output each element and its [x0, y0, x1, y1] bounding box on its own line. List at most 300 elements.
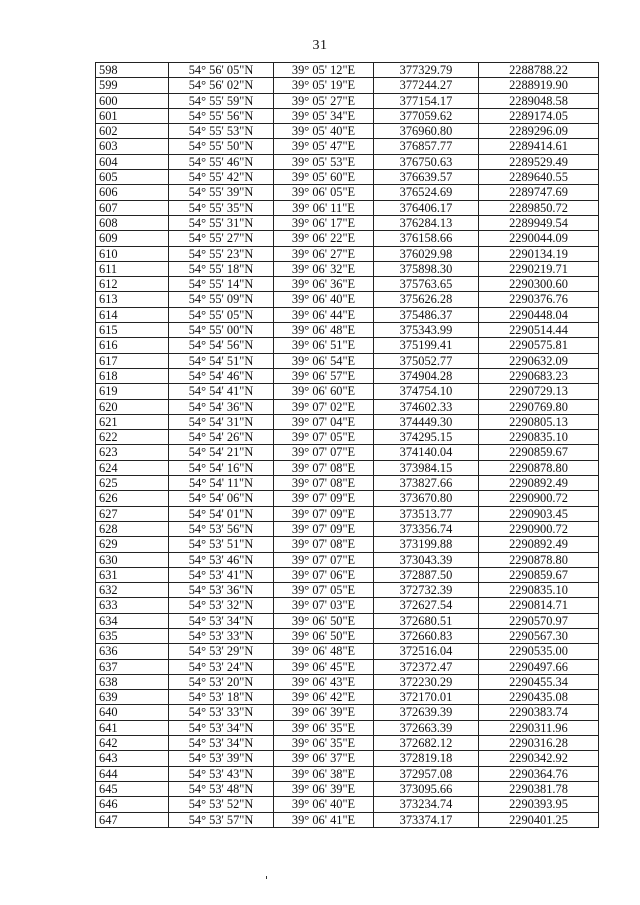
longitude-cell: 39° 06' 44"E	[274, 307, 374, 322]
point-number-cell: 615	[96, 323, 169, 338]
latitude-cell: 54° 53' 43"N	[169, 766, 274, 781]
point-number-cell: 629	[96, 537, 169, 552]
x-coordinate-cell: 375199.41	[374, 338, 479, 353]
latitude-cell: 54° 53' 52"N	[169, 797, 274, 812]
y-coordinate-cell: 2290835.10	[479, 430, 599, 445]
x-coordinate-cell: 375763.65	[374, 277, 479, 292]
latitude-cell: 54° 53' 51"N	[169, 537, 274, 552]
latitude-cell: 54° 55' 46"N	[169, 154, 274, 169]
table-row	[96, 552, 599, 567]
point-number-cell: 641	[96, 720, 169, 735]
table-row	[96, 674, 599, 689]
x-coordinate-cell: 372639.39	[374, 705, 479, 720]
y-coordinate-cell: 2290448.04	[479, 307, 599, 322]
table-row	[96, 690, 599, 705]
y-coordinate-cell: 2290892.49	[479, 537, 599, 552]
point-number-cell: 603	[96, 139, 169, 154]
longitude-cell: 39° 07' 06"E	[274, 567, 374, 582]
x-coordinate-cell: 372887.50	[374, 567, 479, 582]
table-row	[96, 368, 599, 383]
latitude-cell: 54° 55' 09"N	[169, 292, 274, 307]
longitude-cell: 39° 06' 40"E	[274, 797, 374, 812]
point-number-cell: 620	[96, 399, 169, 414]
y-coordinate-cell: 2290316.28	[479, 736, 599, 751]
latitude-cell: 54° 54' 26"N	[169, 430, 274, 445]
table-row	[96, 124, 599, 139]
longitude-cell: 39° 06' 22"E	[274, 231, 374, 246]
x-coordinate-cell: 375486.37	[374, 307, 479, 322]
longitude-cell: 39° 05' 40"E	[274, 124, 374, 139]
x-coordinate-cell: 372663.39	[374, 720, 479, 735]
table-row	[96, 644, 599, 659]
longitude-cell: 39° 07' 09"E	[274, 506, 374, 521]
longitude-cell: 39° 06' 41"E	[274, 812, 374, 827]
point-number-cell: 632	[96, 583, 169, 598]
point-number-cell: 637	[96, 659, 169, 674]
x-coordinate-cell: 373670.80	[374, 491, 479, 506]
longitude-cell: 39° 06' 11"E	[274, 200, 374, 215]
y-coordinate-cell: 2289949.54	[479, 215, 599, 230]
longitude-cell: 39° 06' 32"E	[274, 261, 374, 276]
x-coordinate-cell: 376284.13	[374, 215, 479, 230]
y-coordinate-cell: 2290814.71	[479, 598, 599, 613]
table-row	[96, 797, 599, 812]
latitude-cell: 54° 53' 48"N	[169, 781, 274, 796]
latitude-cell: 54° 54' 06"N	[169, 491, 274, 506]
x-coordinate-cell: 376406.17	[374, 200, 479, 215]
latitude-cell: 54° 55' 14"N	[169, 277, 274, 292]
table-row	[96, 445, 599, 460]
y-coordinate-cell: 2289296.09	[479, 124, 599, 139]
x-coordinate-cell: 376158.66	[374, 231, 479, 246]
x-coordinate-cell: 376639.57	[374, 170, 479, 185]
longitude-cell: 39° 05' 12"E	[274, 63, 374, 78]
point-number-cell: 610	[96, 246, 169, 261]
y-coordinate-cell: 2289529.49	[479, 154, 599, 169]
longitude-cell: 39° 07' 03"E	[274, 598, 374, 613]
latitude-cell: 54° 55' 56"N	[169, 108, 274, 123]
point-number-cell: 633	[96, 598, 169, 613]
table-row	[96, 781, 599, 796]
point-number-cell: 647	[96, 812, 169, 827]
x-coordinate-cell: 373513.77	[374, 506, 479, 521]
point-number-cell: 624	[96, 460, 169, 475]
point-number-cell: 599	[96, 78, 169, 93]
latitude-cell: 54° 53' 24"N	[169, 659, 274, 674]
x-coordinate-cell: 372732.39	[374, 583, 479, 598]
longitude-cell: 39° 06' 39"E	[274, 705, 374, 720]
longitude-cell: 39° 06' 17"E	[274, 215, 374, 230]
x-coordinate-cell: 376029.98	[374, 246, 479, 261]
point-number-cell: 643	[96, 751, 169, 766]
y-coordinate-cell: 2290683.23	[479, 368, 599, 383]
table-row	[96, 353, 599, 368]
point-number-cell: 626	[96, 491, 169, 506]
table-row	[96, 231, 599, 246]
table-row	[96, 108, 599, 123]
table-row	[96, 613, 599, 628]
point-number-cell: 602	[96, 124, 169, 139]
table-row	[96, 598, 599, 613]
y-coordinate-cell: 2290903.45	[479, 506, 599, 521]
table-row	[96, 261, 599, 276]
latitude-cell: 54° 54' 21"N	[169, 445, 274, 460]
latitude-cell: 54° 55' 39"N	[169, 185, 274, 200]
table-row	[96, 139, 599, 154]
latitude-cell: 54° 56' 02"N	[169, 78, 274, 93]
x-coordinate-cell: 372957.08	[374, 766, 479, 781]
latitude-cell: 54° 54' 36"N	[169, 399, 274, 414]
point-number-cell: 613	[96, 292, 169, 307]
longitude-cell: 39° 06' 42"E	[274, 690, 374, 705]
longitude-cell: 39° 06' 35"E	[274, 720, 374, 735]
latitude-cell: 54° 53' 36"N	[169, 583, 274, 598]
longitude-cell: 39° 06' 60"E	[274, 384, 374, 399]
scan-mark	[266, 876, 267, 879]
coordinates-table	[95, 62, 599, 828]
longitude-cell: 39° 07' 08"E	[274, 460, 374, 475]
point-number-cell: 606	[96, 185, 169, 200]
longitude-cell: 39° 07' 09"E	[274, 491, 374, 506]
latitude-cell: 54° 54' 51"N	[169, 353, 274, 368]
table-row	[96, 430, 599, 445]
point-number-cell: 598	[96, 63, 169, 78]
longitude-cell: 39° 06' 57"E	[274, 368, 374, 383]
y-coordinate-cell: 2289747.69	[479, 185, 599, 200]
longitude-cell: 39° 06' 48"E	[274, 323, 374, 338]
latitude-cell: 54° 53' 29"N	[169, 644, 274, 659]
latitude-cell: 54° 54' 41"N	[169, 384, 274, 399]
x-coordinate-cell: 373199.88	[374, 537, 479, 552]
latitude-cell: 54° 54' 46"N	[169, 368, 274, 383]
latitude-cell: 54° 53' 41"N	[169, 567, 274, 582]
y-coordinate-cell: 2290342.92	[479, 751, 599, 766]
longitude-cell: 39° 07' 08"E	[274, 476, 374, 491]
longitude-cell: 39° 05' 47"E	[274, 139, 374, 154]
y-coordinate-cell: 2289048.58	[479, 93, 599, 108]
x-coordinate-cell: 374602.33	[374, 399, 479, 414]
point-number-cell: 623	[96, 445, 169, 460]
x-coordinate-cell: 374754.10	[374, 384, 479, 399]
x-coordinate-cell: 372819.18	[374, 751, 479, 766]
y-coordinate-cell: 2290455.34	[479, 674, 599, 689]
longitude-cell: 39° 05' 60"E	[274, 170, 374, 185]
x-coordinate-cell: 376960.80	[374, 124, 479, 139]
y-coordinate-cell: 2290900.72	[479, 521, 599, 536]
x-coordinate-cell: 375898.30	[374, 261, 479, 276]
y-coordinate-cell: 2290859.67	[479, 567, 599, 582]
latitude-cell: 54° 53' 20"N	[169, 674, 274, 689]
table-row	[96, 93, 599, 108]
longitude-cell: 39° 06' 39"E	[274, 781, 374, 796]
x-coordinate-cell: 373374.17	[374, 812, 479, 827]
table-row	[96, 63, 599, 78]
table-row	[96, 567, 599, 582]
y-coordinate-cell: 2290134.19	[479, 246, 599, 261]
latitude-cell: 54° 53' 18"N	[169, 690, 274, 705]
latitude-cell: 54° 53' 39"N	[169, 751, 274, 766]
latitude-cell: 54° 53' 34"N	[169, 720, 274, 735]
latitude-cell: 54° 55' 18"N	[169, 261, 274, 276]
x-coordinate-cell: 377329.79	[374, 63, 479, 78]
table-row	[96, 506, 599, 521]
table-row	[96, 521, 599, 536]
x-coordinate-cell: 373827.66	[374, 476, 479, 491]
x-coordinate-cell: 372627.54	[374, 598, 479, 613]
table-row	[96, 628, 599, 643]
latitude-cell: 54° 55' 23"N	[169, 246, 274, 261]
longitude-cell: 39° 06' 50"E	[274, 613, 374, 628]
longitude-cell: 39° 06' 48"E	[274, 644, 374, 659]
x-coordinate-cell: 373043.39	[374, 552, 479, 567]
latitude-cell: 54° 55' 00"N	[169, 323, 274, 338]
x-coordinate-cell: 373984.15	[374, 460, 479, 475]
y-coordinate-cell: 2289414.61	[479, 139, 599, 154]
y-coordinate-cell: 2290311.96	[479, 720, 599, 735]
latitude-cell: 54° 56' 05"N	[169, 63, 274, 78]
point-number-cell: 608	[96, 215, 169, 230]
point-number-cell: 630	[96, 552, 169, 567]
latitude-cell: 54° 55' 35"N	[169, 200, 274, 215]
longitude-cell: 39° 06' 05"E	[274, 185, 374, 200]
longitude-cell: 39° 06' 51"E	[274, 338, 374, 353]
point-number-cell: 634	[96, 613, 169, 628]
point-number-cell: 607	[96, 200, 169, 215]
longitude-cell: 39° 05' 27"E	[274, 93, 374, 108]
point-number-cell: 640	[96, 705, 169, 720]
x-coordinate-cell: 372682.12	[374, 736, 479, 751]
point-number-cell: 622	[96, 430, 169, 445]
x-coordinate-cell: 373234.74	[374, 797, 479, 812]
table-row	[96, 705, 599, 720]
table-row	[96, 338, 599, 353]
latitude-cell: 54° 55' 27"N	[169, 231, 274, 246]
longitude-cell: 39° 06' 27"E	[274, 246, 374, 261]
y-coordinate-cell: 2290219.71	[479, 261, 599, 276]
point-number-cell: 638	[96, 674, 169, 689]
longitude-cell: 39° 07' 02"E	[274, 399, 374, 414]
point-number-cell: 611	[96, 261, 169, 276]
x-coordinate-cell: 374449.30	[374, 414, 479, 429]
latitude-cell: 54° 54' 16"N	[169, 460, 274, 475]
point-number-cell: 635	[96, 628, 169, 643]
latitude-cell: 54° 55' 05"N	[169, 307, 274, 322]
longitude-cell: 39° 06' 37"E	[274, 751, 374, 766]
page-number: 31	[312, 38, 328, 53]
y-coordinate-cell: 2290393.95	[479, 797, 599, 812]
table-row	[96, 78, 599, 93]
latitude-cell: 54° 53' 34"N	[169, 613, 274, 628]
x-coordinate-cell: 375343.99	[374, 323, 479, 338]
table-row	[96, 384, 599, 399]
table-row	[96, 751, 599, 766]
longitude-cell: 39° 07' 07"E	[274, 552, 374, 567]
point-number-cell: 616	[96, 338, 169, 353]
x-coordinate-cell: 372660.83	[374, 628, 479, 643]
table-row	[96, 736, 599, 751]
longitude-cell: 39° 07' 08"E	[274, 537, 374, 552]
latitude-cell: 54° 53' 34"N	[169, 736, 274, 751]
table-row	[96, 170, 599, 185]
x-coordinate-cell: 375052.77	[374, 353, 479, 368]
y-coordinate-cell: 2290878.80	[479, 460, 599, 475]
table-row	[96, 323, 599, 338]
table-row	[96, 537, 599, 552]
longitude-cell: 39° 06' 43"E	[274, 674, 374, 689]
latitude-cell: 54° 53' 57"N	[169, 812, 274, 827]
y-coordinate-cell: 2290729.13	[479, 384, 599, 399]
y-coordinate-cell: 2290535.00	[479, 644, 599, 659]
point-number-cell: 642	[96, 736, 169, 751]
y-coordinate-cell: 2290514.44	[479, 323, 599, 338]
y-coordinate-cell: 2290381.78	[479, 781, 599, 796]
x-coordinate-cell: 377244.27	[374, 78, 479, 93]
longitude-cell: 39° 06' 36"E	[274, 277, 374, 292]
x-coordinate-cell: 373356.74	[374, 521, 479, 536]
latitude-cell: 54° 53' 33"N	[169, 628, 274, 643]
point-number-cell: 631	[96, 567, 169, 582]
y-coordinate-cell: 2290570.97	[479, 613, 599, 628]
point-number-cell: 612	[96, 277, 169, 292]
table-row	[96, 200, 599, 215]
longitude-cell: 39° 05' 53"E	[274, 154, 374, 169]
table-row	[96, 476, 599, 491]
point-number-cell: 625	[96, 476, 169, 491]
longitude-cell: 39° 07' 05"E	[274, 430, 374, 445]
y-coordinate-cell: 2288788.22	[479, 63, 599, 78]
longitude-cell: 39° 07' 04"E	[274, 414, 374, 429]
y-coordinate-cell: 2288919.90	[479, 78, 599, 93]
x-coordinate-cell: 376750.63	[374, 154, 479, 169]
latitude-cell: 54° 53' 32"N	[169, 598, 274, 613]
longitude-cell: 39° 07' 05"E	[274, 583, 374, 598]
latitude-cell: 54° 54' 11"N	[169, 476, 274, 491]
longitude-cell: 39° 05' 34"E	[274, 108, 374, 123]
latitude-cell: 54° 55' 31"N	[169, 215, 274, 230]
y-coordinate-cell: 2290769.80	[479, 399, 599, 414]
table-row	[96, 154, 599, 169]
table-row	[96, 307, 599, 322]
longitude-cell: 39° 07' 09"E	[274, 521, 374, 536]
table-row	[96, 414, 599, 429]
y-coordinate-cell: 2290567.30	[479, 628, 599, 643]
y-coordinate-cell: 2290383.74	[479, 705, 599, 720]
latitude-cell: 54° 54' 56"N	[169, 338, 274, 353]
x-coordinate-cell: 374295.15	[374, 430, 479, 445]
point-number-cell: 636	[96, 644, 169, 659]
y-coordinate-cell: 2290435.08	[479, 690, 599, 705]
longitude-cell: 39° 06' 40"E	[274, 292, 374, 307]
x-coordinate-cell: 376524.69	[374, 185, 479, 200]
coordinates-table-container	[95, 62, 599, 828]
latitude-cell: 54° 55' 53"N	[169, 124, 274, 139]
latitude-cell: 54° 54' 01"N	[169, 506, 274, 521]
table-row	[96, 277, 599, 292]
longitude-cell: 39° 06' 50"E	[274, 628, 374, 643]
point-number-cell: 614	[96, 307, 169, 322]
coordinates-table-body	[96, 63, 599, 828]
longitude-cell: 39° 06' 45"E	[274, 659, 374, 674]
x-coordinate-cell: 372170.01	[374, 690, 479, 705]
x-coordinate-cell: 377154.17	[374, 93, 479, 108]
y-coordinate-cell: 2290575.81	[479, 338, 599, 353]
point-number-cell: 645	[96, 781, 169, 796]
table-row	[96, 215, 599, 230]
point-number-cell: 601	[96, 108, 169, 123]
longitude-cell: 39° 06' 54"E	[274, 353, 374, 368]
x-coordinate-cell: 374904.28	[374, 368, 479, 383]
table-row	[96, 720, 599, 735]
y-coordinate-cell: 2289640.55	[479, 170, 599, 185]
table-row	[96, 292, 599, 307]
longitude-cell: 39° 05' 19"E	[274, 78, 374, 93]
table-row	[96, 460, 599, 475]
y-coordinate-cell: 2290497.66	[479, 659, 599, 674]
latitude-cell: 54° 53' 33"N	[169, 705, 274, 720]
point-number-cell: 617	[96, 353, 169, 368]
point-number-cell: 619	[96, 384, 169, 399]
latitude-cell: 54° 55' 42"N	[169, 170, 274, 185]
longitude-cell: 39° 06' 35"E	[274, 736, 374, 751]
longitude-cell: 39° 07' 07"E	[274, 445, 374, 460]
y-coordinate-cell: 2290376.76	[479, 292, 599, 307]
x-coordinate-cell: 372680.51	[374, 613, 479, 628]
point-number-cell: 644	[96, 766, 169, 781]
point-number-cell: 621	[96, 414, 169, 429]
table-row	[96, 812, 599, 827]
y-coordinate-cell: 2290044.09	[479, 231, 599, 246]
y-coordinate-cell: 2290878.80	[479, 552, 599, 567]
y-coordinate-cell: 2290401.25	[479, 812, 599, 827]
x-coordinate-cell: 376857.77	[374, 139, 479, 154]
point-number-cell: 627	[96, 506, 169, 521]
point-number-cell: 605	[96, 170, 169, 185]
point-number-cell: 646	[96, 797, 169, 812]
y-coordinate-cell: 2290859.67	[479, 445, 599, 460]
point-number-cell: 618	[96, 368, 169, 383]
y-coordinate-cell: 2290805.13	[479, 414, 599, 429]
x-coordinate-cell: 372372.47	[374, 659, 479, 674]
table-row	[96, 659, 599, 674]
latitude-cell: 54° 55' 50"N	[169, 139, 274, 154]
x-coordinate-cell: 377059.62	[374, 108, 479, 123]
point-number-cell: 628	[96, 521, 169, 536]
latitude-cell: 54° 54' 31"N	[169, 414, 274, 429]
point-number-cell: 639	[96, 690, 169, 705]
table-row	[96, 583, 599, 598]
table-row	[96, 246, 599, 261]
table-row	[96, 766, 599, 781]
x-coordinate-cell: 372230.29	[374, 674, 479, 689]
point-number-cell: 600	[96, 93, 169, 108]
point-number-cell: 604	[96, 154, 169, 169]
y-coordinate-cell: 2289850.72	[479, 200, 599, 215]
x-coordinate-cell: 375626.28	[374, 292, 479, 307]
x-coordinate-cell: 374140.04	[374, 445, 479, 460]
y-coordinate-cell: 2290892.49	[479, 476, 599, 491]
y-coordinate-cell: 2289174.05	[479, 108, 599, 123]
table-row	[96, 185, 599, 200]
y-coordinate-cell: 2290900.72	[479, 491, 599, 506]
latitude-cell: 54° 55' 59"N	[169, 93, 274, 108]
x-coordinate-cell: 373095.66	[374, 781, 479, 796]
y-coordinate-cell: 2290300.60	[479, 277, 599, 292]
latitude-cell: 54° 53' 56"N	[169, 521, 274, 536]
x-coordinate-cell: 372516.04	[374, 644, 479, 659]
y-coordinate-cell: 2290835.10	[479, 583, 599, 598]
latitude-cell: 54° 53' 46"N	[169, 552, 274, 567]
table-row	[96, 491, 599, 506]
